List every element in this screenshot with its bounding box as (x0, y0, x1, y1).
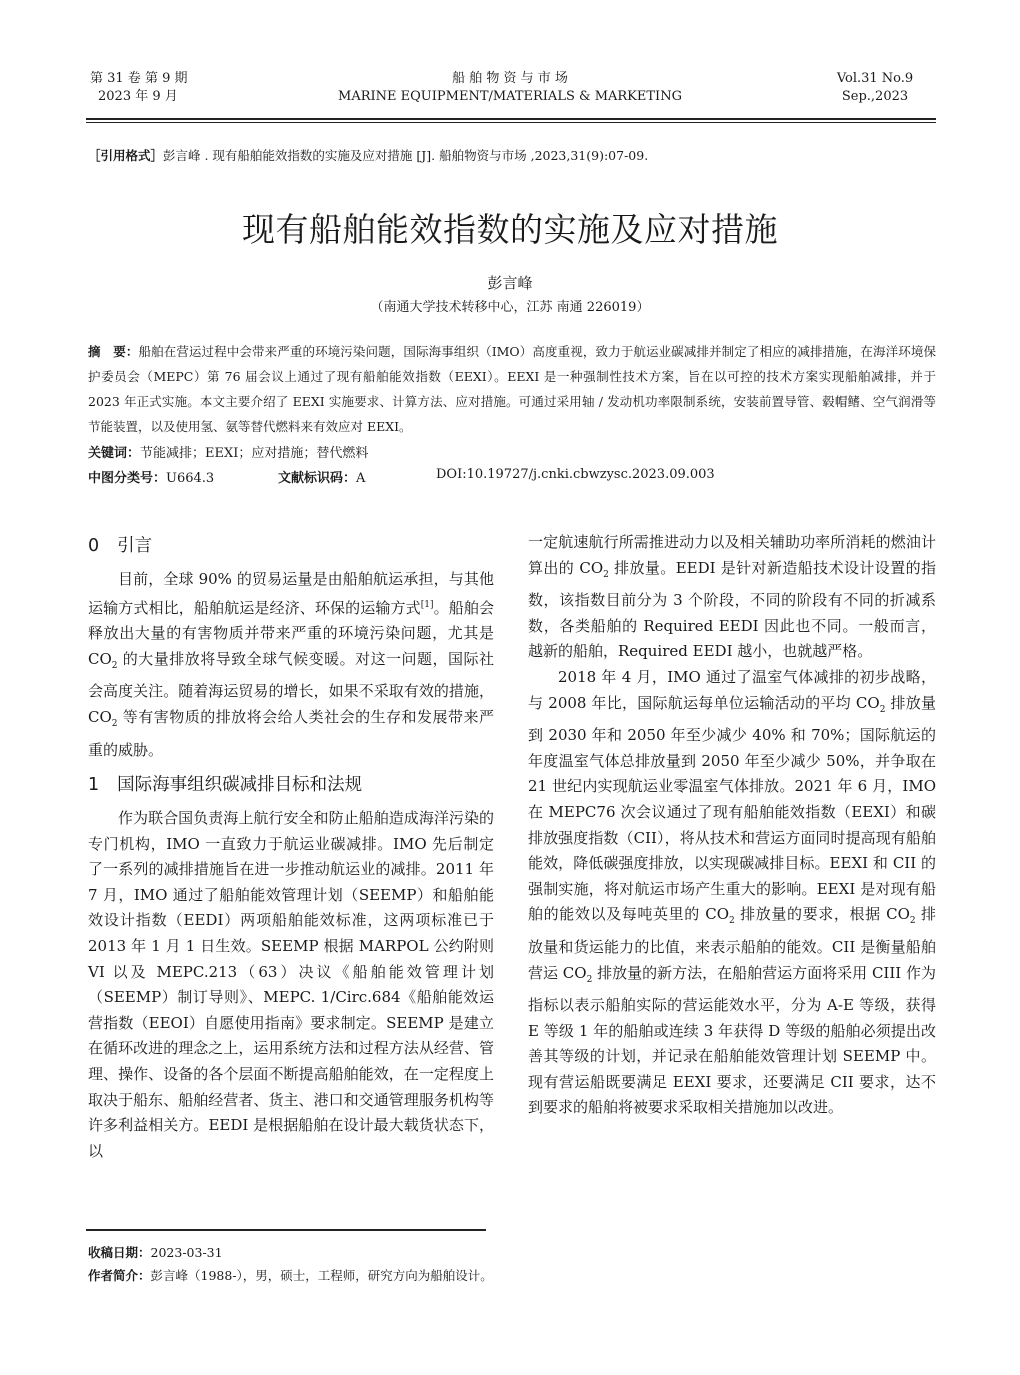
subscript-2: 2 (586, 974, 593, 985)
eedi-paragraph (528, 530, 936, 665)
bio-label: 作者简介： (88, 1268, 151, 1283)
strategy-text-5: 排放量的新方法，在船舶营运方面将采用 CIII 作为指标以表示船舶实际的营运能效水平，分为 A-E 等级，获得 E 等级 1 年的船舶或连续 3 年获得 D 等级的船舶必须提出改善其等级的计划，并记录在船舶能效管理计划 SEEMP 中。现有营运船既要满足 EEXI 要求，还要满足 CII 要求，达不到要求的船舶将被要求采取相关措施加以改进。 (528, 963, 936, 1117)
subscript-2: 2 (111, 660, 118, 671)
section-0-number: 0 (88, 536, 100, 556)
intro-text-2: 。船舶会释放出大量的有害物质并带来严重的环境污染问题，尤其是 CO (88, 598, 494, 668)
header-rule-thick (86, 118, 936, 120)
journal-issue-cn (90, 70, 187, 106)
keywords (88, 442, 368, 461)
author-affiliation: （南通大学技术转移中心，江苏 南通 226019） (370, 300, 650, 315)
author-bio (88, 1266, 493, 1284)
clc-value: U664.3 (166, 471, 215, 486)
doi: DOI:10.19727/j.cnki.cbwzysc.2023.09.003 (436, 467, 715, 482)
section-1-number: 1 (88, 775, 100, 795)
section-0-title: 引言 (117, 536, 153, 556)
header-rule-thin (86, 122, 936, 123)
received-value: 2023-03-31 (150, 1245, 223, 1260)
left-column-intro (88, 567, 494, 763)
section-0-heading (88, 532, 152, 557)
subscript-2: 2 (879, 704, 886, 715)
journal-name-cn: 船 舶 物 资 与 市 场 (452, 71, 568, 86)
subscript-2: 2 (909, 916, 916, 927)
abstract (88, 339, 936, 439)
issue-date: 2023 年 9 月 (98, 89, 178, 104)
citation-label: ［引用格式］ (88, 148, 164, 163)
citation-text: 彭言峰 . 现有船舶能效指数的实施及应对措施 [J]. 船舶物资与市场 ,2023,31(9):07-09. (163, 148, 649, 163)
document-code-label: 文献标识码： (278, 471, 357, 486)
citation-format (88, 146, 938, 164)
clc-number (88, 467, 214, 486)
strategy-text-1: 2018 年 4 月，IMO 通过了温室气体减排的初步战略，与 2008 年比，国际航运每单位运输活动的平均 CO (528, 667, 936, 712)
received-date (88, 1243, 223, 1261)
abstract-label: 摘 要： (88, 344, 139, 359)
strategy-text-4: 排放量和货运能力的比值，来表示船舶的能效。CII 是衡量船舶营运 CO (528, 905, 936, 982)
issue-volume-en: Vol.31 No.9 (836, 71, 914, 86)
section-1-title: 国际海事组织碳减排目标和法规 (117, 775, 363, 795)
journal-issue-en (820, 70, 930, 106)
section-1-paragraph: 作为联合国负责海上航行安全和防止船舶造成海洋污染的专门机构，IMO 一直致力于航运业碳减排。IMO 先后制定了一系列的减排措施旨在进一步推动航运业的减排。2011 年 7 月，IMO 通过了船舶能效管理计划（SEEMP）和船舶能效设计指数（EEDI）两项船舶能效标准，这两项标准已于 2013 年 1 月 1 日生效。SEEMP 根据 MARPOL 公约附则 VI 以及 MEPC.213（63）决议《船舶能效管理计划（SEEMP）制订导则》、MEPC. 1/Circ.684《船舶能效运营指数（EEOI）自愿使用指南》要求制定。SEEMP 是建立在循环改进的理念之上，运用系统方法和过程方法从经营、管理、操作、设备的各个层面不断提高船舶能效，在一定程度上取决于船东、船舶经营者、货主、港口和交通管理服务机构等许多利益相关方。EEDI 是根据船舶在设计最大载货状态下，以 (88, 809, 494, 1160)
keywords-text: 节能减排；EEXI；应对措施；替代燃料 (140, 446, 369, 461)
keywords-label: 关键词： (88, 446, 141, 461)
intro-text-3: 的大量排放将导致全球气候变暖。对这一问题，国际社会高度关注。随着海运贸易的增长，如果不采取有效的措施，CO (88, 649, 494, 726)
eedi-text-2: 排放量。EEDI 是针对新造船技术设计设置的指数，该指数目前分为 3 个阶段，不同的阶段有不同的折减系数，各类船舶的 Required EEDI 因此也不同。一般而言，越新的船舶，Required EEDI 越小，也就越严格。 (528, 558, 937, 661)
strategy-text-2: 排放量到 2030 年和 2050 年至少减少 40% 和 70%；国际航运的年度温室气体总排放量到 2050 年至少减少 50%，并争取在 21 世纪内实现航运业零温室气体排放。2021 年 6 月，IMO 在 MEPC76 次会议通过了现有船舶能效指数（EEXI）和碳排放强度指数（CII），将从技术和营运方面同时提高现有船舶能效，降低碳强度排放，以实现碳减排目标。EEXI 和 CII 的强制实施，将对航运市场产生重大的影响。EEXI 是对现有船舶的能效以及每吨英里的 CO (528, 693, 936, 924)
subscript-2: 2 (603, 569, 609, 580)
intro-paragraph (88, 567, 494, 763)
document-code-value: A (356, 471, 366, 486)
footnote-rule (86, 1229, 486, 1231)
clc-label: 中图分类号： (88, 471, 167, 486)
eedi-text-1: 一定航速航行所需推进动力以及相关辅助功率所消耗的燃油计算出的 CO (528, 533, 936, 577)
intro-text-1: 目前，全球 90% 的贸易运量是由船舶航运承担，与其他运输方式相比，船舶航运是经济、环保的运输方式 (88, 570, 494, 617)
document-code (278, 467, 365, 486)
author-name: 彭言峰 (487, 274, 533, 292)
intro-text-4: 等有害物质的排放将会给人类社会的生存和发展带来严重的威胁。 (88, 707, 494, 759)
issue-date-en: Sep.,2023 (841, 89, 909, 104)
bio-text: 彭言峰（1988-），男，硕士，工程师，研究方向为船舶设计。 (150, 1268, 493, 1283)
issue-volume: 第 31 卷 第 9 期 (90, 71, 188, 86)
strategy-text-3: 排放量的要求，根据 CO (734, 905, 910, 924)
reference-1[interactable]: [1] (420, 599, 434, 610)
paper-title: 现有船舶能效指数的实施及应对措施 (242, 210, 778, 249)
subscript-2: 2 (111, 718, 118, 729)
abstract-text: 船舶在营运过程中会带来严重的环境污染问题，国际海事组织（IMO）高度重视，致力于航运业碳减排并制定了相应的减排措施，在海洋环境保护委员会（MEPC）第 76 届会议上通过了现有船舶能效指数（EEXI）。EEXI 是一种强制性技术方案，旨在以可控的技术方案实现船舶减排，并于 2023 年正式实施。本文主要介绍了 EEXI 实施要求、计算方法、应对措施。可通过采用轴 / 发动机功率限制系统，安装前置导管、毂帽鳍、空气润滑等节能装置，以及使用氢、氨等替代燃料来有效应对 EEXI。 (88, 344, 936, 434)
received-label: 收稿日期： (88, 1245, 151, 1260)
journal-name (300, 70, 720, 106)
left-column-section-1 (88, 806, 494, 1164)
journal-name-en: MARINE EQUIPMENT/MATERIALS & MARKETING (338, 89, 682, 104)
strategy-paragraph (528, 665, 936, 1121)
right-column (528, 530, 936, 1121)
subscript-2: 2 (729, 916, 735, 927)
section-1-heading (88, 771, 362, 796)
